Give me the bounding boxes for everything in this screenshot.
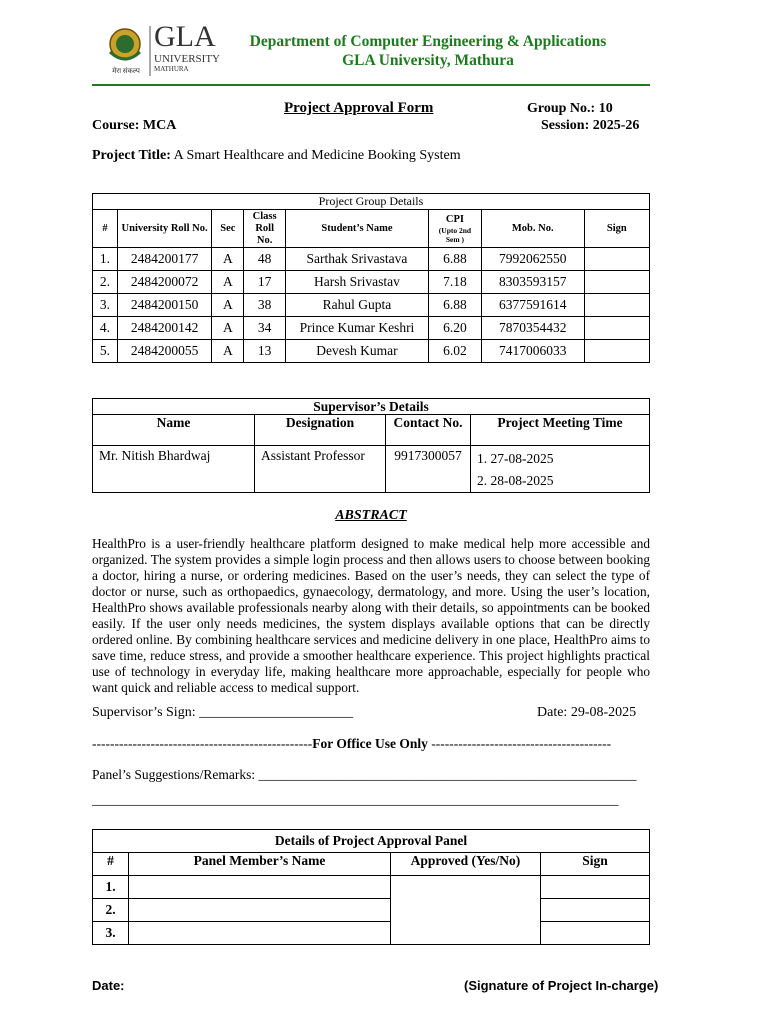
logo-city-text: MATHURA: [154, 65, 189, 73]
project-title-line: [92, 148, 461, 164]
row-class-roll: 38: [244, 294, 285, 317]
col-num: #: [93, 210, 118, 248]
course-label: Course: MCA: [92, 118, 177, 133]
row-student-name: Harsh Srivastav: [285, 271, 428, 294]
supervisor-sign-line: Supervisor’s Sign: ______________________: [92, 705, 354, 720]
col-approved: Approved (Yes/No): [391, 853, 541, 876]
col-panel-member: Panel Member’s Name: [129, 853, 391, 876]
col-sec: Sec: [212, 210, 244, 248]
office-use-line: [92, 736, 650, 752]
col-cpi: [429, 210, 482, 248]
table-row: [93, 317, 650, 340]
table-row: [93, 922, 650, 945]
row-class-roll: 17: [244, 271, 285, 294]
panel-member-cell[interactable]: [129, 876, 391, 899]
row-student-name: Devesh Kumar: [285, 340, 428, 363]
row-cpi: 6.02: [429, 340, 482, 363]
footer-date: Date:: [92, 978, 125, 993]
row-class-roll: 48: [244, 248, 285, 271]
col-meeting-time: Project Meeting Time: [471, 415, 650, 446]
panel-member-cell[interactable]: [129, 922, 391, 945]
row-sign: [584, 294, 649, 317]
row-num: 3.: [93, 294, 118, 317]
form-title: Project Approval Form: [284, 100, 434, 116]
row-mobile: 8303593157: [481, 271, 584, 294]
row-mobile: 7992062550: [481, 248, 584, 271]
row-sec: A: [212, 317, 244, 340]
row-student-name: Prince Kumar Keshri: [285, 317, 428, 340]
office-dash-left: -------------------------------------------------: [92, 736, 313, 751]
approval-panel-table: [92, 829, 650, 945]
group-number: Group No.: 10: [527, 101, 613, 116]
cpi-note: (Upto 2nd Sem ): [438, 225, 472, 244]
row-mobile: 7417006033: [481, 340, 584, 363]
panel-table-caption: Details of Project Approval Panel: [93, 830, 650, 853]
row-class-roll: 13: [244, 340, 285, 363]
row-student-name: Sarthak Srivastava: [285, 248, 428, 271]
row-cpi: 6.20: [429, 317, 482, 340]
row-cpi: 6.88: [429, 294, 482, 317]
meeting-times: [471, 446, 650, 493]
panel-row-num: 3.: [93, 922, 129, 945]
row-class-roll: 34: [244, 317, 285, 340]
row-num: 5.: [93, 340, 118, 363]
col-sign: Sign: [584, 210, 649, 248]
abstract-body: HealthPro is a user-friendly healthcare platform designed to make medical help more accessible and organized. The system provides a simple login process and then allows users to choose between booking a doctor, hiring a nurse, or ordering medicines. Based on the user’s needs, they can select the type of doctor or nurse, such as orthopaedics, gynaecology, dermatology, and more. Using the user’s location, HealthPro shows available professionals nearby along with their details, so appointments can be booked easily. If the user only needs medicines, the system displays available options that can be directly ordered online. By combining healthcare services and medicine delivery in one place, HealthPro aims to save time, reduce stress, and provide a smoother healthcare experience. This project highlights practical use of technology in everyday life, making healthcare more approachable, especially for people who want quick and reliable access to medical support.: [92, 536, 650, 695]
group-table-caption: Project Group Details: [93, 194, 650, 210]
department-header: [222, 32, 634, 70]
col-designation: Designation: [255, 415, 386, 446]
office-dash-right: ----------------------------------------: [431, 736, 612, 751]
meeting-time-1: 1. 27-08-2025: [477, 451, 554, 466]
table-row: [93, 899, 650, 922]
panel-remarks-line: Panel’s Suggestions/Remarks: ________________________________________________________: [92, 767, 637, 782]
row-roll: 2484200055: [117, 340, 211, 363]
row-num: 1.: [93, 248, 118, 271]
supervisor-name: Mr. Nitish Bhardwaj: [93, 446, 255, 493]
col-student-name: Student’s Name: [285, 210, 428, 248]
table-row: [93, 271, 650, 294]
col-panel-sign: Sign: [541, 853, 650, 876]
row-sign: [584, 271, 649, 294]
header-divider: [92, 84, 650, 86]
row-sec: A: [212, 248, 244, 271]
department-name: Department of Computer Engineering & Applications: [249, 33, 607, 50]
university-name: GLA University, Mathura: [342, 52, 514, 69]
university-logo: [104, 20, 220, 82]
row-roll: 2484200142: [117, 317, 211, 340]
row-student-name: Rahul Gupta: [285, 294, 428, 317]
panel-sign-cell[interactable]: [541, 876, 650, 899]
logo-university-text: UNIVERSITY: [154, 53, 220, 65]
panel-sign-cell[interactable]: [541, 899, 650, 922]
approved-cell[interactable]: [391, 876, 541, 945]
abstract-heading: ABSTRACT: [335, 508, 407, 523]
footer-signature: (Signature of Project In-charge): [464, 978, 659, 993]
supervisor-contact: 9917300057: [386, 446, 471, 493]
row-roll: 2484200072: [117, 271, 211, 294]
row-sign: [584, 340, 649, 363]
row-roll: 2484200150: [117, 294, 211, 317]
signoff-date: Date: 29-08-2025: [537, 705, 637, 720]
table-row: [93, 294, 650, 317]
row-cpi: 7.18: [429, 271, 482, 294]
panel-member-cell[interactable]: [129, 899, 391, 922]
cpi-label: CPI: [445, 213, 464, 225]
row-mobile: 6377591614: [481, 294, 584, 317]
supervisor-designation: Assistant Professor: [255, 446, 386, 493]
row-mobile: 7870354432: [481, 317, 584, 340]
row-num: 2.: [93, 271, 118, 294]
table-row: [93, 340, 650, 363]
panel-row-num: 2.: [93, 899, 129, 922]
col-supervisor-name: Name: [93, 415, 255, 446]
panel-sign-cell[interactable]: [541, 922, 650, 945]
logo-gla-text: GLA: [154, 20, 216, 53]
row-cpi: 6.88: [429, 248, 482, 271]
row-sign: [584, 248, 649, 271]
panel-row-num: 1.: [93, 876, 129, 899]
row-sec: A: [212, 294, 244, 317]
col-roll: University Roll No.: [117, 210, 211, 248]
row-sign: [584, 317, 649, 340]
table-row: [93, 248, 650, 271]
col-mobile: Mob. No.: [481, 210, 584, 248]
col-contact: Contact No.: [386, 415, 471, 446]
supervisor-table-caption: Supervisor’s Details: [93, 399, 650, 415]
row-sec: A: [212, 340, 244, 363]
row-num: 4.: [93, 317, 118, 340]
panel-remarks-line-2: ______________________________________________________________________________: [92, 792, 619, 807]
supervisor-table: [92, 398, 650, 493]
project-group-table: [92, 193, 650, 363]
row-sec: A: [212, 271, 244, 294]
row-roll: 2484200177: [117, 248, 211, 271]
meeting-time-2: 2. 28-08-2025: [477, 473, 554, 488]
project-title-value: A Smart Healthcare and Medicine Booking System: [173, 148, 461, 163]
col-panel-num: #: [93, 853, 129, 876]
project-title-label: Project Title:: [92, 148, 171, 163]
office-use-label: For Office Use Only: [312, 736, 428, 751]
col-class-roll: Class Roll No.: [244, 210, 285, 248]
session-label: Session: 2025-26: [541, 118, 640, 133]
table-row: [93, 876, 650, 899]
logo-motto-text: मेरा संकल्प: [112, 67, 140, 75]
